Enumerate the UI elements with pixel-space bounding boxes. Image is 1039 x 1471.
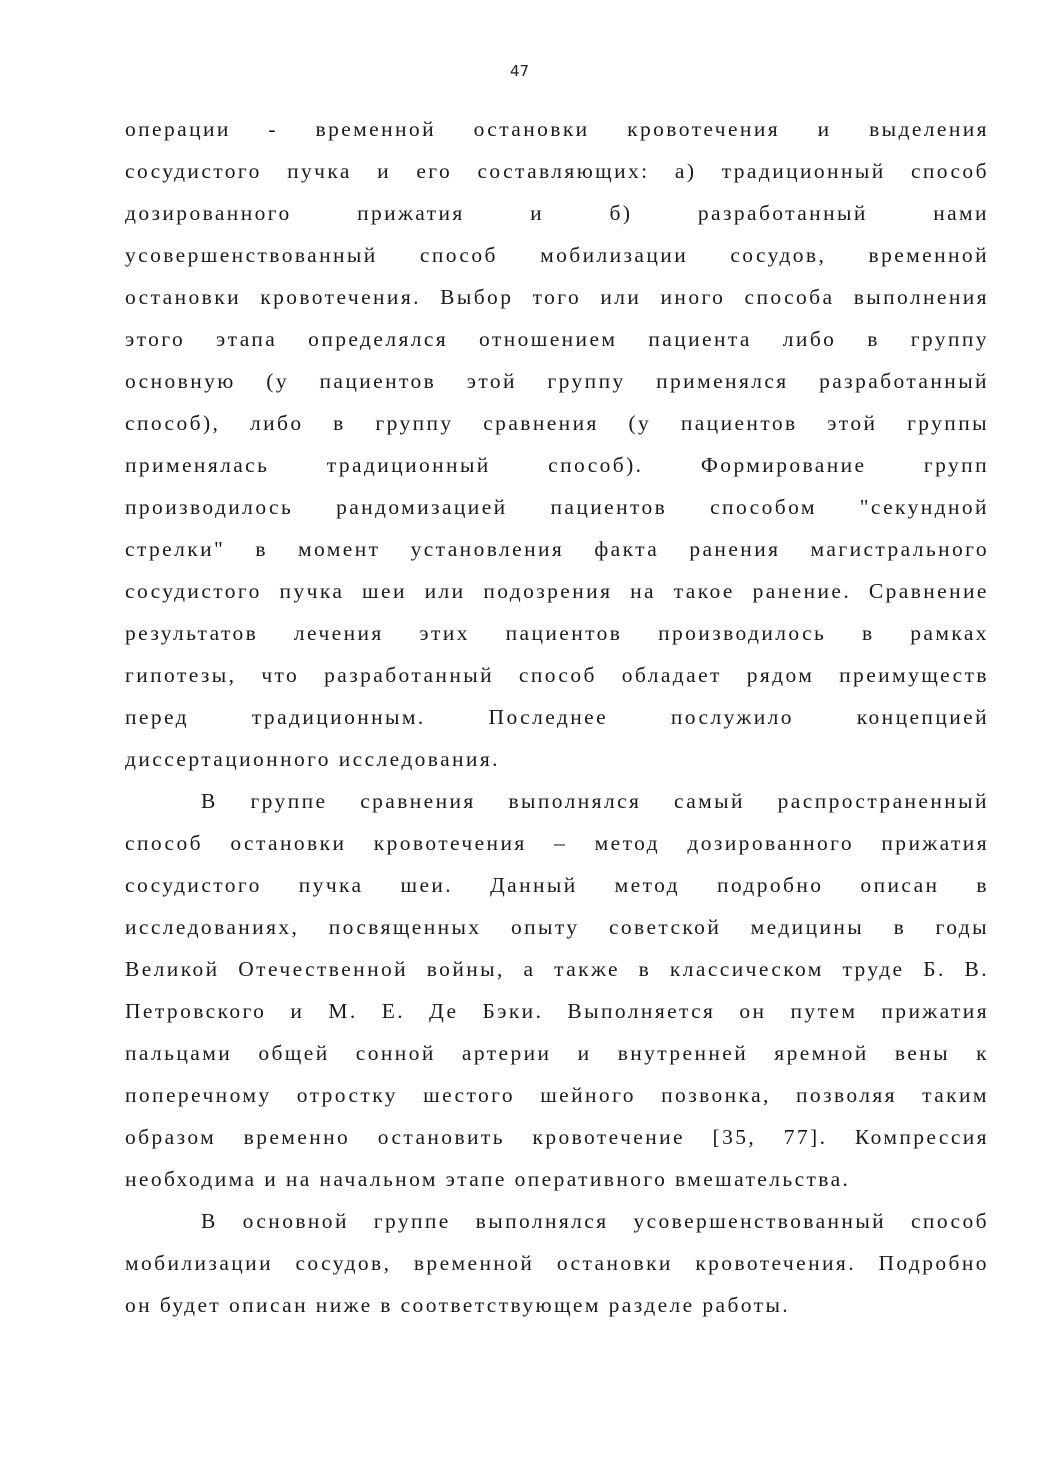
paragraph	[125, 108, 989, 780]
text-line: диссертационного исследования.	[125, 747, 500, 771]
text-line: этого этапа определялся отношением пациента либо в группу	[125, 327, 989, 351]
text-line: производилось рандомизацией пациентов способом "секундной	[125, 495, 989, 519]
text-line: гипотезы, что разработанный способ обладает рядом преимуществ	[125, 663, 989, 687]
text-line: исследованиях, посвященных опыту советской медицины в годы	[125, 915, 989, 939]
text-line: он будет описан ниже в соответствующем разделе работы.	[125, 1293, 791, 1317]
text-line: способ остановки кровотечения – метод дозированного прижатия	[125, 831, 989, 855]
text-line: сосудистого пучка шеи. Данный метод подробно описан в	[125, 873, 989, 897]
text-line: остановки кровотечения. Выбор того или иного способа выполнения	[125, 285, 989, 309]
text-line: В группе сравнения выполнялся самый распространенный	[201, 789, 989, 813]
body-text	[125, 108, 989, 1326]
text-line: применялась традиционный способ). Формирование групп	[125, 453, 989, 477]
text-line: сосудистого пучка шеи или подозрения на такое ранение. Сравнение	[125, 579, 989, 603]
paragraph	[125, 780, 989, 1200]
text-line: результатов лечения этих пациентов производилось в рамках	[125, 621, 989, 645]
text-line: пальцами общей сонной артерии и внутренней яремной вены к	[125, 1041, 989, 1065]
text-line: перед традиционным. Последнее послужило концепцией	[125, 705, 989, 729]
text-line: Петровского и М. Е. Де Бэки. Выполняется он путем прижатия	[125, 999, 989, 1023]
text-line: образом временно остановить кровотечение [35, 77]. Компрессия	[125, 1125, 989, 1149]
text-line: Великой Отечественной войны, а также в классическом труде Б. В.	[125, 957, 989, 981]
text-line: основную (у пациентов этой группу применялся разработанный	[125, 369, 989, 393]
text-line: усовершенствованный способ мобилизации сосудов, временной	[125, 243, 989, 267]
text-line: сосудистого пучка и его составляющих: а) традиционный способ	[125, 159, 989, 183]
text-line: необходима и на начальном этапе оперативного вмешательства.	[125, 1167, 851, 1191]
text-line: мобилизации сосудов, временной остановки кровотечения. Подробно	[125, 1251, 989, 1275]
text-line: поперечному отростку шестого шейного позвонка, позволяя таким	[125, 1083, 989, 1107]
paragraph	[125, 1200, 989, 1326]
text-line: способ), либо в группу сравнения (у пациентов этой группы	[125, 411, 989, 435]
text-line: стрелки" в момент установления факта ранения магистрального	[125, 537, 989, 561]
page-number: 47	[509, 62, 530, 80]
text-line: дозированного прижатия и б) разработанный нами	[125, 201, 989, 225]
text-line: В основной группе выполнялся усовершенствованный способ	[201, 1209, 989, 1233]
text-line: операции - временной остановки кровотечения и выделения	[125, 117, 989, 141]
